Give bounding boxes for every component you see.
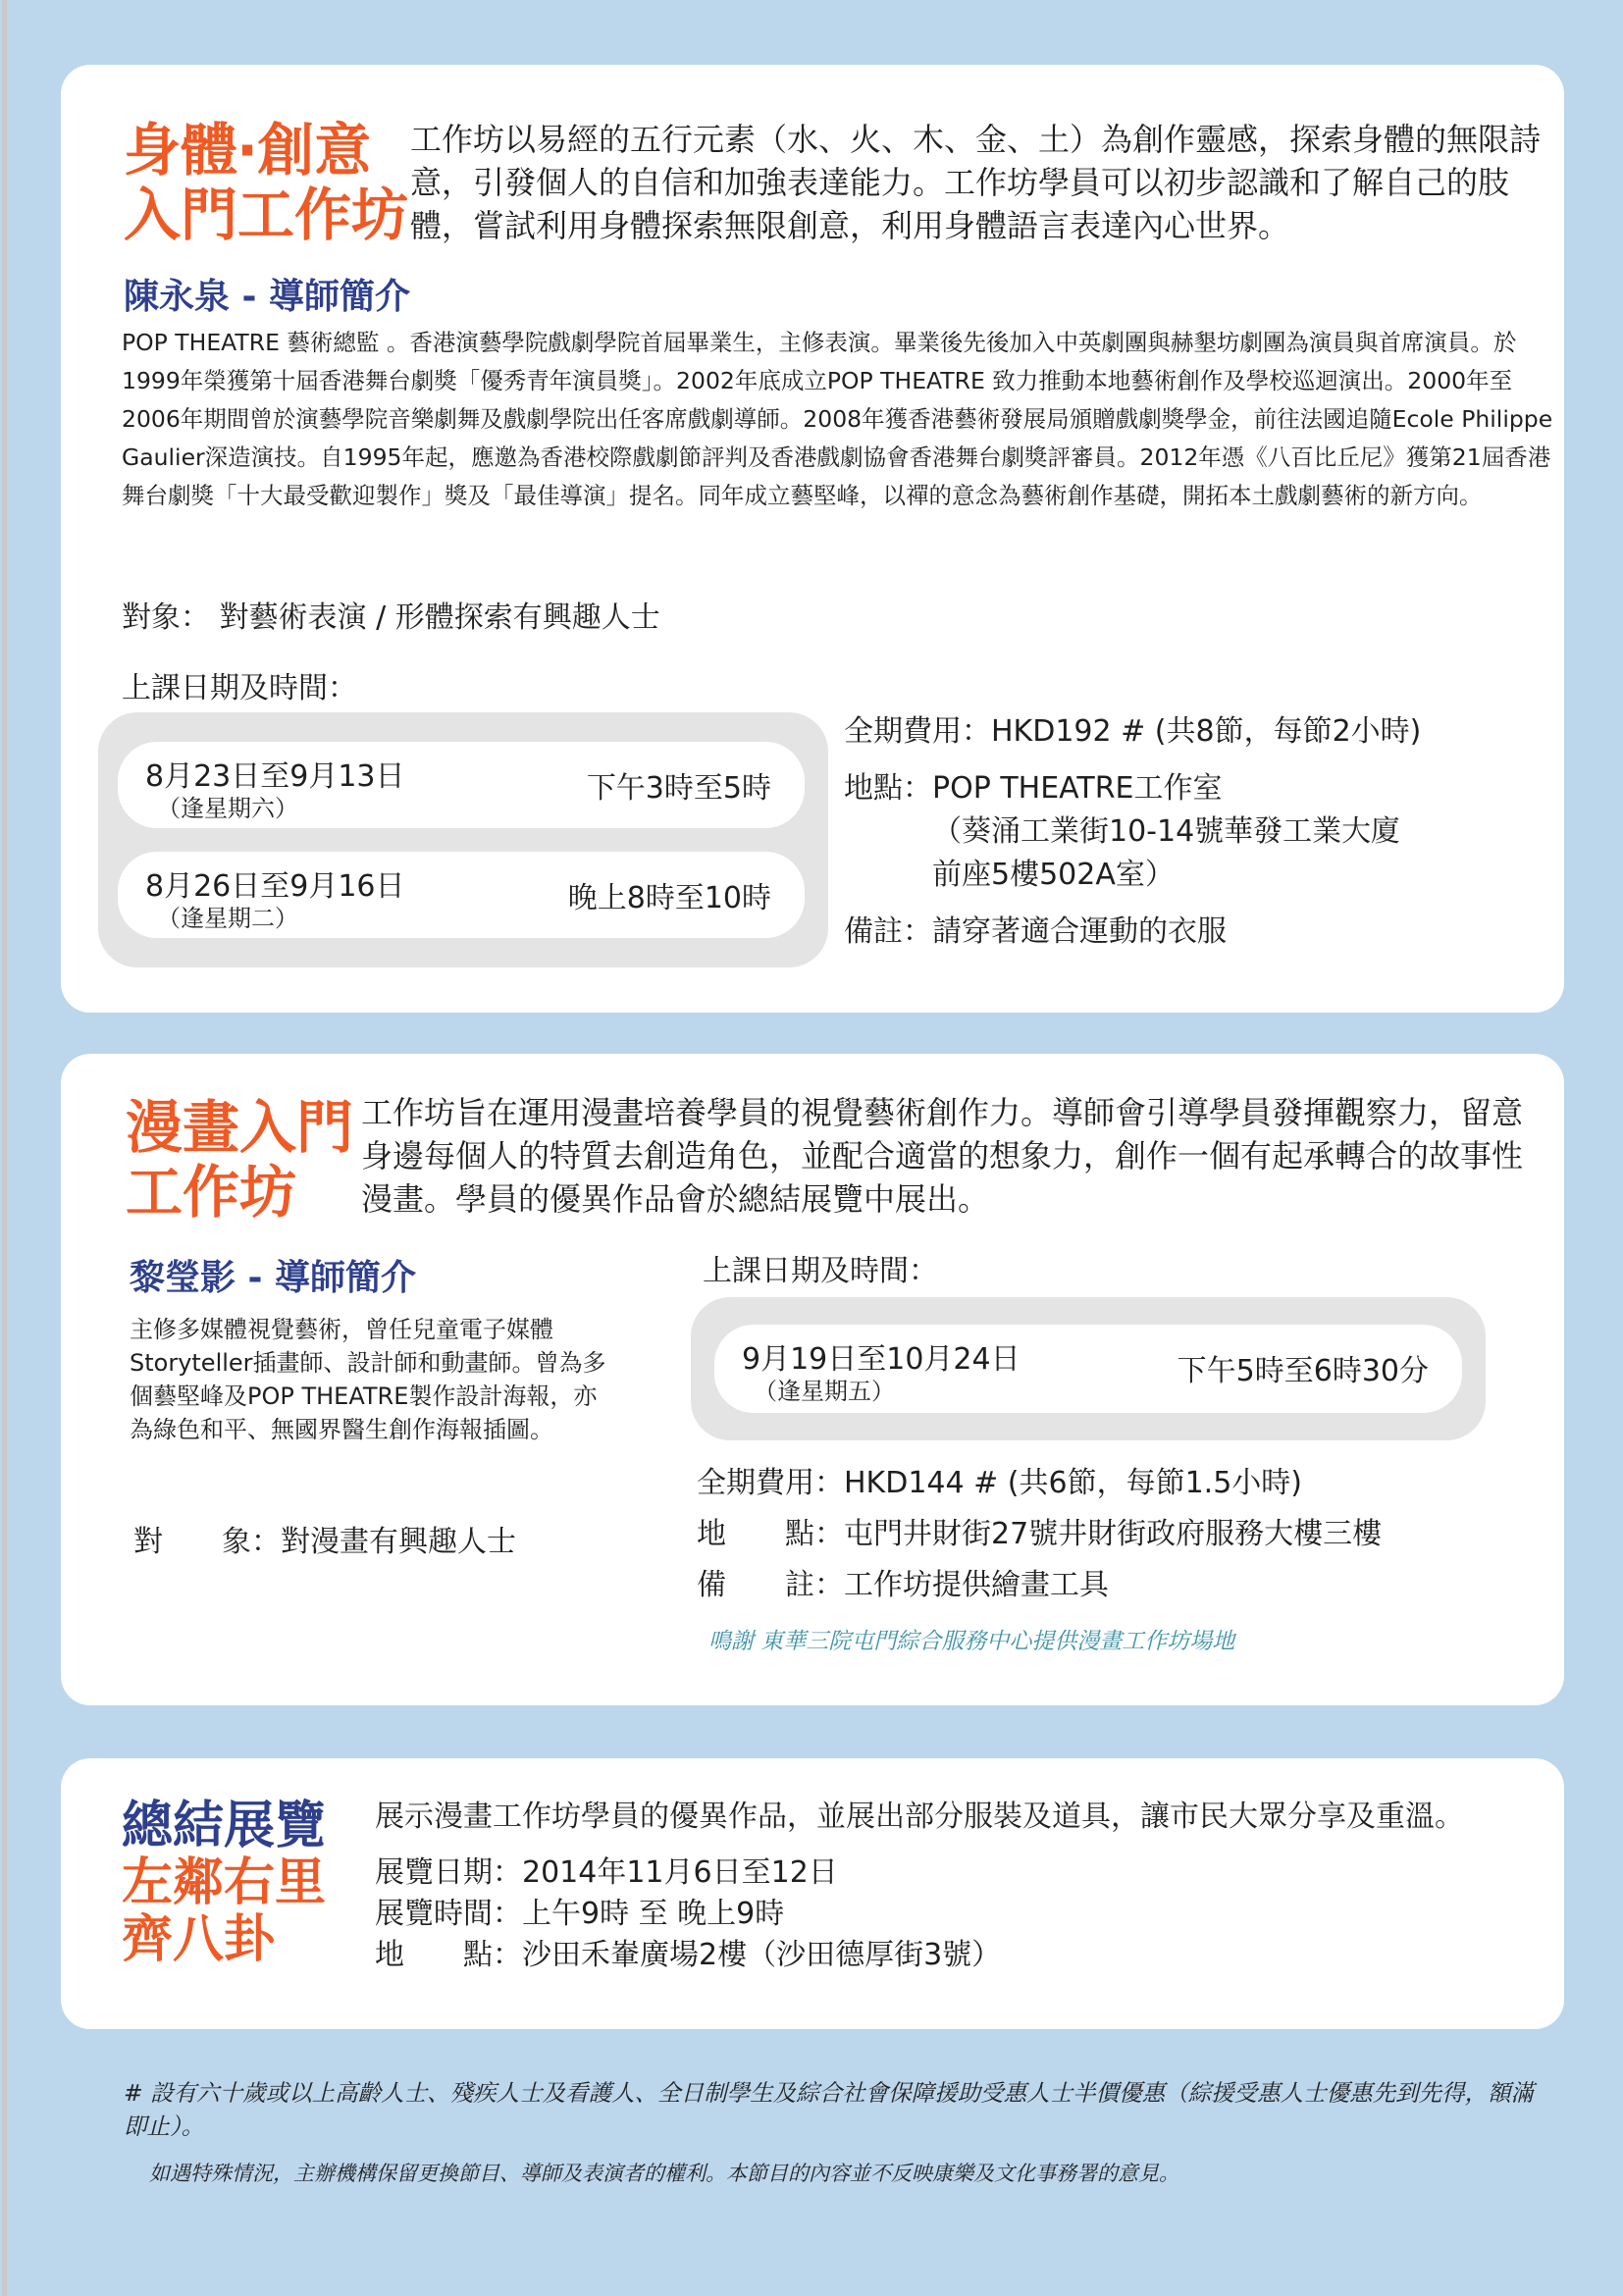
discount-footnote: # 設有六十歲或以上高齡人士、殘疾人士及看護人、全日制學生及綜合社會保障援助受惠人士半價優惠（綜援受惠人士優惠先到先得，額滿即止）。 xyxy=(124,2079,1535,2140)
fee-label: 全期費用： xyxy=(697,1466,844,1500)
disclaimer-footnote: 如遇特殊情況，主辦機構保留更換節目、導師及表演者的權利。本節目的內容並不反映康樂及文化事務署的意見。 xyxy=(149,2162,1179,2185)
exhibition-venue-row xyxy=(375,1935,1454,1976)
workshop1-info xyxy=(844,710,1550,954)
workshop1-target: 對象： 對藝術表演 / 形體探索有興趣人士 xyxy=(122,600,660,635)
venue-label: 地 點： xyxy=(375,1938,522,1972)
workshop2-remark-row xyxy=(697,1560,1541,1611)
session-time: 下午3時至5時 xyxy=(586,771,771,806)
venue-line: POP THEATRE工作室 xyxy=(932,771,1223,806)
fee-value: HKD144 # (共6節，每節1.5小時) xyxy=(844,1466,1303,1500)
session-day: （逢星期六） xyxy=(157,795,298,822)
exhibition-title-line1: 總結展覽 xyxy=(122,1797,327,1855)
workshop1-session-2 xyxy=(118,852,805,938)
exhibition-time-row xyxy=(375,1894,1454,1935)
comic-workshop-card xyxy=(61,1054,1564,1705)
remark-label: 備註： xyxy=(844,914,932,949)
time-value: 上午9時 至 晚上9時 xyxy=(522,1897,785,1931)
workshop1-instructor-bio: POP THEATRE 藝術總監 。香港演藝學院戲劇學院首屆畢業生，主修表演。畢業後先後加入中英劇團與赫墾坊劇團為演員與首席演員。於1999年榮獲第十屆香港舞台劇獎「優秀青年演員獎」。2002年底成立POP THEATRE 致力推動本地藝術創作及學校巡迴演出。2000年至2006年期間曾於演藝學院音樂劇舞及戲劇學院出任客席戲劇導師。2008年獲香港藝術發展局頒贈戲劇獎學金，前往法國追隨Ecole Philippe Gaulier深造演技。自1995年起，應邀為香港校際戲劇節評判及香港戲劇協會香港舞台劇獎評審員。2012年憑《八百比丘尼》獲第21屆香港舞台劇獎「十大最受歡迎製作」獎及「最佳導演」提名。同年成立藝堅峰，以禪的意念為藝術創作基礎，開拓本土戲劇藝術的新方向。 xyxy=(122,329,1553,509)
workshop2-schedule-box xyxy=(691,1297,1486,1440)
remark-value: 請穿著適合運動的衣服 xyxy=(932,914,1227,949)
exhibition-title xyxy=(122,1798,326,1968)
session-day: （逢星期二） xyxy=(157,905,298,932)
workshop1-title-line1: 身體‧創意 xyxy=(124,117,372,183)
workshop2-info xyxy=(697,1458,1541,1611)
exhibition-date-row xyxy=(375,1852,1454,1894)
workshop1-schedule-label: 上課日期及時間： xyxy=(122,671,357,705)
venue-value: 屯門井財街27號井財街政府服務大樓三樓 xyxy=(844,1517,1383,1551)
venue-line: 前座5樓502A室） xyxy=(932,858,1175,892)
session-date: 9月19日至10月24日 xyxy=(742,1342,1021,1377)
workshop2-title-line1: 漫畫入門 xyxy=(126,1094,354,1161)
venue-line: （葵涌工業街10-14號華發工業大廈 xyxy=(932,814,1401,849)
exhibition-title-line2: 左鄰右里 xyxy=(122,1853,327,1912)
exhibition-card xyxy=(61,1758,1564,2029)
session-time: 晚上8時至10時 xyxy=(567,881,771,915)
workshop2-target: 對 象：對漫畫有興趣人士 xyxy=(133,1525,516,1559)
fee-label: 全期費用： xyxy=(844,714,991,749)
session-day: （逢星期五） xyxy=(754,1378,895,1405)
workshop1-instructor-heading: 陳永泉 - 導師簡介 xyxy=(124,277,411,317)
workshop2-instructor-bio: 主修多媒體視覺藝術，曾任兒童電子媒體Storyteller插畫師、設計師和動畫師。曾為多個藝堅峰及POP THEATRE製作設計海報，亦為綠色和平、無國界醫生創作海報插圖。 xyxy=(130,1316,606,1443)
workshop2-title xyxy=(126,1095,353,1225)
exhibition-title-line3: 齊八卦 xyxy=(122,1910,276,1969)
body-creativity-workshop-card xyxy=(61,65,1564,1013)
exhibition-info xyxy=(375,1852,1454,1976)
session-time: 下午5時至6時30分 xyxy=(1177,1354,1429,1388)
workshop1-schedule-box xyxy=(98,712,828,967)
workshop2-title-line2: 工作坊 xyxy=(126,1159,297,1226)
session-date: 8月26日至9月16日 xyxy=(145,869,405,904)
workshop2-session-1 xyxy=(714,1325,1462,1413)
workshop1-fee-row xyxy=(844,710,1550,754)
time-label: 展覽時間： xyxy=(375,1897,522,1931)
exhibition-intro: 展示漫畫工作坊學員的優異作品，並展出部分服裝及道具，讓市民大眾分享及重溫。 xyxy=(375,1800,1464,1834)
venue-label: 地 點： xyxy=(697,1517,844,1551)
workshop1-title xyxy=(124,118,408,247)
workshop1-title-line2: 入門工作坊 xyxy=(124,182,409,249)
workshop1-remark-row xyxy=(844,911,1550,954)
date-label: 展覽日期： xyxy=(375,1855,522,1890)
workshop2-fee-row xyxy=(697,1458,1541,1509)
date-value: 2014年11月6日至12日 xyxy=(522,1855,838,1890)
venue-value: 沙田禾輋廣場2樓（沙田德厚街3號） xyxy=(522,1938,1002,1972)
workshop1-session-1 xyxy=(118,742,805,828)
remark-value: 工作坊提供繪畫工具 xyxy=(844,1568,1109,1602)
session-date: 8月23日至9月13日 xyxy=(145,759,405,794)
workshop1-venue-row xyxy=(844,767,1550,897)
workshop2-venue-row xyxy=(697,1509,1541,1560)
workshop1-intro: 工作坊以易經的五行元素（水、火、木、金、土）為創作靈感，探索身體的無限詩意，引發個人的自信和加強表達能力。工作坊學員可以初步認識和了解自己的肢體，嘗試利用身體探索無限創意，利用身體語言表達內心世界。 xyxy=(410,121,1542,244)
workshop2-intro: 工作坊旨在運用漫畫培養學員的視覺藝術創作力。導師會引導學員發揮觀察力，留意身邊每個人的特質去創造角色，並配合適當的想象力，創作一個有起承轉合的故事性漫畫。學員的優異作品會於總結展覽中展出。 xyxy=(361,1094,1524,1218)
venue-acknowledgement: 鳴謝 東華三院屯門綜合服務中心提供漫畫工作坊場地 xyxy=(708,1629,1235,1654)
remark-label: 備 註： xyxy=(697,1568,844,1602)
scan-edge xyxy=(2,0,7,2296)
fee-value: HKD192 # (共8節，每節2小時) xyxy=(991,714,1422,749)
workshop2-schedule-label: 上課日期及時間： xyxy=(703,1254,938,1288)
venue-label: 地點： xyxy=(844,771,932,806)
workshop2-instructor-heading: 黎瑩影 - 導師簡介 xyxy=(130,1258,417,1298)
venue-value xyxy=(932,767,1400,897)
